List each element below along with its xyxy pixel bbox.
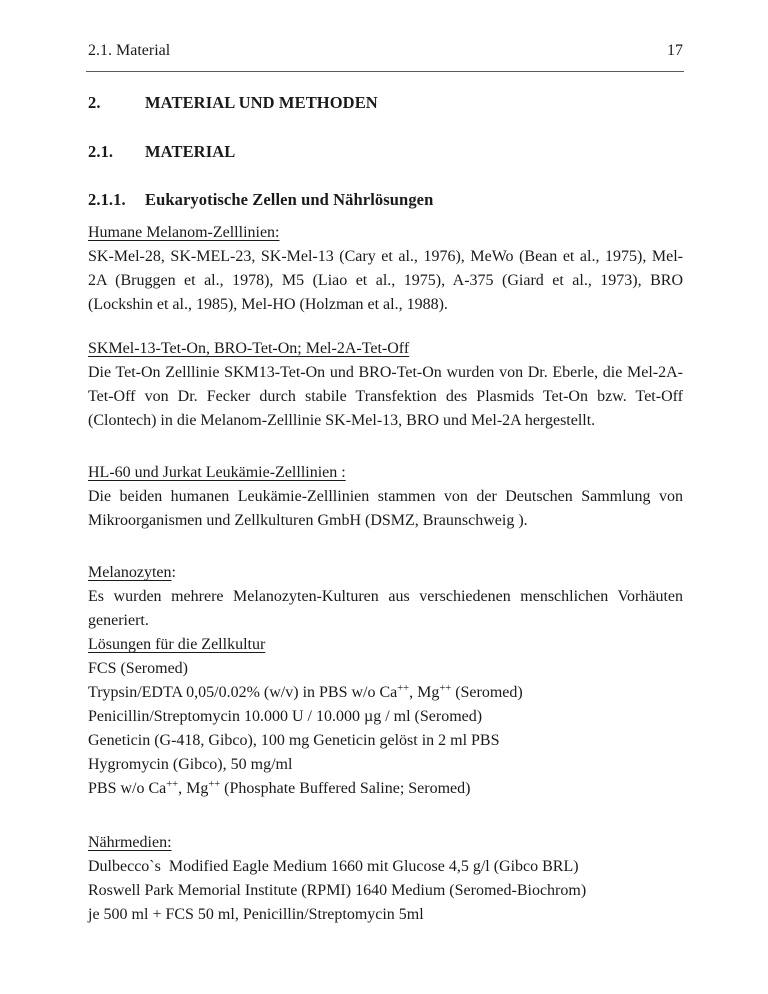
header-divider xyxy=(86,71,684,72)
melanocytes-label-colon: : xyxy=(171,564,176,581)
section-melanoma-cell-lines xyxy=(88,221,683,317)
solution-item: Trypsin/EDTA 0,05/0.02% (w/v) in PBS w/o Ca++, Mg++ (Seromed) xyxy=(88,683,523,701)
solution-item: Penicillin/Streptomycin 10.000 U / 10.000 µg / ml (Seromed) xyxy=(88,708,483,725)
section-number: 2.1. xyxy=(88,142,114,161)
page-header xyxy=(88,0,683,60)
page-number: 17 xyxy=(667,42,683,59)
tet-label xyxy=(88,337,683,361)
chapter-heading xyxy=(88,93,683,113)
solution-item: PBS w/o Ca++, Mg++ (Phosphate Buffered Saline; Seromed) xyxy=(88,779,471,797)
section-leukemia-cell-lines xyxy=(88,461,683,533)
section-melanocytes xyxy=(88,561,683,633)
media-item: Dulbecco`s Modified Eagle Medium 1660 mit Glucose 4,5 g/l (Gibco BRL) xyxy=(88,858,579,875)
media-label-text: Nährmedien: xyxy=(88,834,172,851)
solutions-label xyxy=(88,633,683,657)
melanocytes-paragraph: Es wurden mehrere Melanozyten-Kulturen aus verschiedenen menschlichen Vorhäuten generiert. xyxy=(88,588,683,629)
tet-label-text: SKMel-13-Tet-On, BRO-Tet-On; Mel-2A-Tet-Off xyxy=(88,340,410,357)
melanocytes-label-text: Melanozyten xyxy=(88,564,172,581)
section-heading xyxy=(88,142,683,162)
solution-item: Geneticin (G-418, Gibco), 100 mg Geneticin gelöst in 2 ml PBS xyxy=(88,732,500,749)
chapter-title: MATERIAL UND METHODEN xyxy=(145,93,378,112)
media-item: Roswell Park Memorial Institute (RPMI) 1640 Medium (Seromed-Biochrom) xyxy=(88,882,587,899)
section-tet-cell-lines xyxy=(88,337,683,433)
media-item: je 500 ml + FCS 50 ml, Penicillin/Streptomycin 5ml xyxy=(88,906,424,923)
subsection-title: Eukaryotische Zellen und Nährlösungen xyxy=(145,190,434,209)
leukemia-label xyxy=(88,461,683,485)
melanoma-label-text: Humane Melanom-Zelllinien: xyxy=(88,224,280,241)
leukemia-paragraph: Die beiden humanen Leukämie-Zelllinien stammen von der Deutschen Sammlung von Mikroorganismen und Zellkulturen GmbH (DSMZ, Braunschweig ). xyxy=(88,488,683,529)
solution-item: Hygromycin (Gibco), 50 mg/ml xyxy=(88,756,293,773)
chapter-number: 2. xyxy=(88,93,101,112)
melanocytes-label xyxy=(88,561,683,585)
document-content xyxy=(88,0,683,927)
melanoma-label xyxy=(88,221,683,245)
subsection-number: 2.1.1. xyxy=(88,190,126,209)
melanoma-paragraph: SK-Mel-28, SK-MEL-23, SK-Mel-13 (Cary et al., 1976), MeWo (Bean et al., 1975), Mel-2A (Bruggen et al., 1978), M5 (Liao et al., 1975), A-375 (Giard et al., 1973), BRO (Lockshin et al., 1985), Mel-HO (Holzman et al., 1988). xyxy=(88,248,683,313)
subsection-heading xyxy=(88,190,683,210)
solution-item: FCS (Seromed) xyxy=(88,660,188,677)
section-cell-culture-solutions xyxy=(88,633,683,801)
solutions-label-text: Lösungen für die Zellkultur xyxy=(88,636,266,653)
tet-paragraph: Die Tet-On Zelllinie SKM13-Tet-On und BRO-Tet-On wurden von Dr. Eberle, die Mel-2A-Tet-Off von Dr. Fecker durch stabile Transfektion des Plasmids Tet-On bzw. Tet-Off (Clontech) in die Melanom-Zelllinie SK-Mel-13, BRO und Mel-2A hergestellt. xyxy=(88,364,683,429)
media-label xyxy=(88,831,683,855)
section-culture-media xyxy=(88,831,683,927)
running-title: 2.1. Material xyxy=(88,42,171,59)
leukemia-label-text: HL-60 und Jurkat Leukämie-Zelllinien : xyxy=(88,464,346,481)
section-title: MATERIAL xyxy=(145,142,236,161)
